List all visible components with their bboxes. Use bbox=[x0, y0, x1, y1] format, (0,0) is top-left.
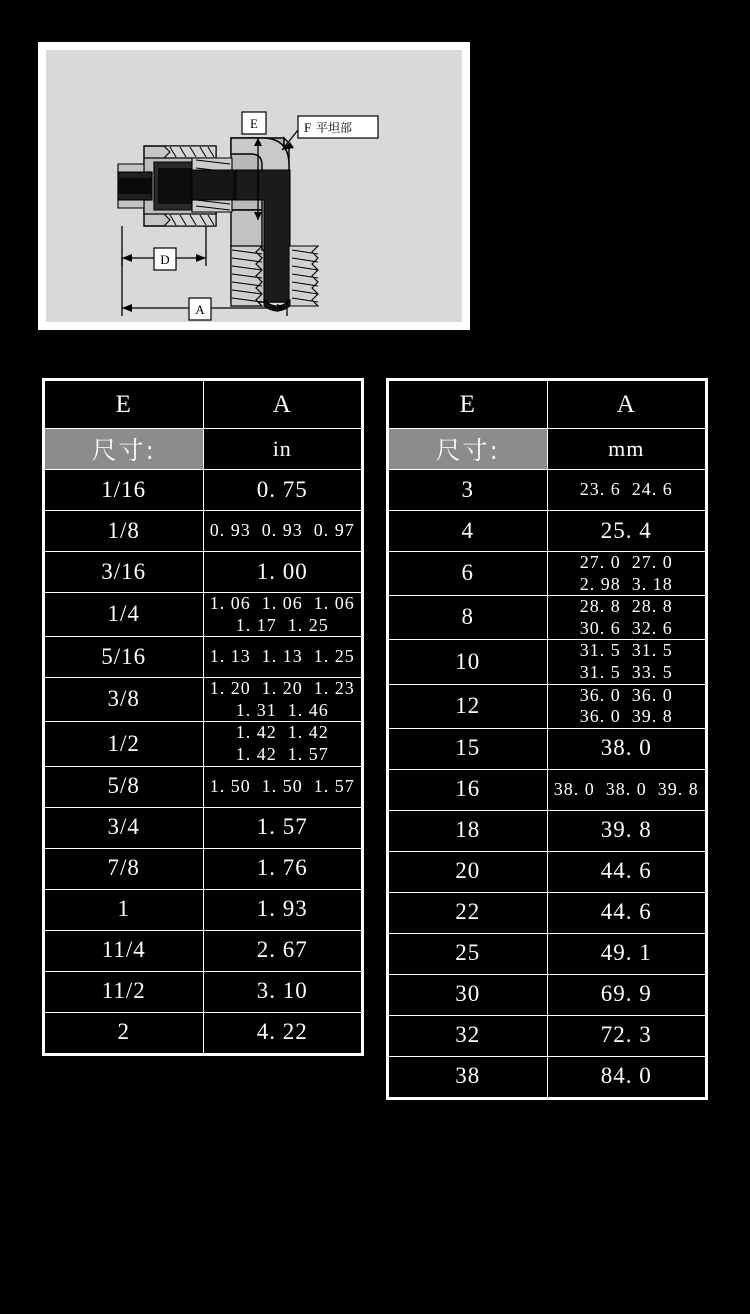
dimension-value: 1. 00 bbox=[256, 558, 308, 584]
dimension-value: 1. 17 1. 25 bbox=[235, 614, 329, 635]
table-row bbox=[389, 470, 706, 511]
dimension-value: 72. 3 bbox=[600, 1022, 652, 1048]
table-row bbox=[389, 1015, 706, 1056]
dimension-value: 1. 57 bbox=[256, 814, 308, 840]
table-row bbox=[389, 596, 706, 640]
cell-size-e: 3/4 bbox=[45, 807, 204, 848]
dimension-value: 1. 76 bbox=[256, 855, 308, 881]
dimension-value: 1. 06 1. 06 1. 06 bbox=[209, 593, 355, 613]
cell-size-e: 5/8 bbox=[45, 766, 204, 807]
unit-label: 尺寸: bbox=[389, 429, 548, 470]
table-row bbox=[45, 637, 362, 678]
table-row bbox=[389, 851, 706, 892]
dimension-value: 69. 9 bbox=[600, 981, 652, 1007]
table-row bbox=[45, 807, 362, 848]
cell-size-e: 3/16 bbox=[45, 552, 204, 593]
dimension-value: 84. 0 bbox=[600, 1063, 652, 1089]
table-row bbox=[389, 640, 706, 684]
table-unit-row bbox=[389, 429, 706, 470]
dimension-value: 2. 67 bbox=[256, 937, 308, 963]
dimension-table-mm bbox=[386, 378, 708, 1100]
dimension-value: 1. 31 1. 46 bbox=[235, 699, 329, 720]
cell-size-e: 1/8 bbox=[45, 511, 204, 552]
cell-size-e: 30 bbox=[389, 974, 548, 1015]
cell-dimension-a bbox=[203, 930, 362, 971]
dimension-value: 1. 50 1. 50 1. 57 bbox=[209, 775, 355, 796]
table-row bbox=[389, 769, 706, 810]
table-row bbox=[45, 593, 362, 637]
table-row bbox=[45, 930, 362, 971]
table-row bbox=[389, 974, 706, 1015]
cell-dimension-a bbox=[203, 678, 362, 722]
cell-size-e: 5/16 bbox=[45, 637, 204, 678]
table-row bbox=[45, 552, 362, 593]
column-header-e: E bbox=[45, 381, 204, 429]
cell-size-e: 6 bbox=[389, 552, 548, 596]
table-row bbox=[45, 511, 362, 552]
table-header-row bbox=[389, 381, 706, 429]
label-f-note: 平坦部 bbox=[316, 121, 353, 135]
dimension-value: 23. 6 24. 6 bbox=[579, 479, 673, 500]
dimension-value: 31. 5 33. 5 bbox=[579, 661, 673, 682]
dimension-value: 36. 0 39. 8 bbox=[579, 706, 673, 727]
cell-dimension-a bbox=[203, 511, 362, 552]
cell-size-e: 25 bbox=[389, 933, 548, 974]
dimension-value: 39. 8 bbox=[600, 817, 652, 843]
dimension-value: 1. 13 1. 13 1. 25 bbox=[209, 646, 355, 667]
dimension-table-inch bbox=[42, 378, 364, 1056]
column-header-a: A bbox=[547, 381, 706, 429]
table-row bbox=[389, 552, 706, 596]
cell-dimension-a bbox=[203, 637, 362, 678]
dimension-value: 4. 22 bbox=[256, 1019, 308, 1045]
cell-dimension-a bbox=[547, 1056, 706, 1097]
label-a: A bbox=[195, 302, 205, 317]
cell-dimension-a bbox=[547, 511, 706, 552]
cell-size-e: 1/2 bbox=[45, 722, 204, 766]
dimension-value: 0. 93 0. 93 0. 97 bbox=[209, 520, 355, 541]
table-row bbox=[45, 470, 362, 511]
unit-value: mm bbox=[547, 429, 706, 470]
cell-dimension-a bbox=[547, 552, 706, 596]
cell-dimension-a bbox=[203, 971, 362, 1012]
cell-dimension-a bbox=[547, 684, 706, 728]
table-row bbox=[45, 1012, 362, 1053]
cell-dimension-a bbox=[547, 933, 706, 974]
table-row bbox=[389, 892, 706, 933]
column-header-e: E bbox=[389, 381, 548, 429]
cell-size-e: 22 bbox=[389, 892, 548, 933]
cell-size-e: 11/4 bbox=[45, 930, 204, 971]
elbow-fitting-drawing bbox=[46, 50, 462, 322]
cell-size-e: 11/2 bbox=[45, 971, 204, 1012]
cell-size-e: 4 bbox=[389, 511, 548, 552]
unit-value: in bbox=[203, 429, 362, 470]
cell-size-e: 1 bbox=[45, 889, 204, 930]
cell-dimension-a bbox=[203, 848, 362, 889]
dimension-value: 27. 0 27. 0 bbox=[579, 552, 673, 572]
dimension-value: 25. 4 bbox=[600, 517, 652, 543]
label-d: D bbox=[160, 252, 170, 267]
table-row bbox=[45, 678, 362, 722]
dimension-value: 1. 20 1. 20 1. 23 bbox=[209, 678, 355, 699]
table-body-mm bbox=[389, 470, 706, 1098]
dimension-value: 44. 6 bbox=[600, 858, 652, 884]
table-row bbox=[45, 889, 362, 930]
cell-dimension-a bbox=[547, 596, 706, 640]
table-row bbox=[45, 971, 362, 1012]
cell-dimension-a bbox=[203, 889, 362, 930]
dimension-value: 28. 8 28. 8 bbox=[579, 596, 673, 617]
cell-size-e: 15 bbox=[389, 728, 548, 769]
cell-dimension-a bbox=[547, 470, 706, 511]
cell-dimension-a bbox=[203, 593, 362, 637]
table-unit-row bbox=[45, 429, 362, 470]
table-body-inch bbox=[45, 470, 362, 1054]
column-header-a: A bbox=[203, 381, 362, 429]
table-row bbox=[389, 933, 706, 974]
diagram-canvas bbox=[46, 50, 462, 322]
cell-size-e: 12 bbox=[389, 684, 548, 728]
unit-label: 尺寸: bbox=[45, 429, 204, 470]
cell-dimension-a bbox=[547, 728, 706, 769]
cell-size-e: 1/16 bbox=[45, 470, 204, 511]
cell-size-e: 18 bbox=[389, 810, 548, 851]
dimension-value: 31. 5 31. 5 bbox=[579, 640, 673, 661]
cell-dimension-a bbox=[547, 892, 706, 933]
table-row bbox=[389, 511, 706, 552]
dimension-value: 38. 0 bbox=[600, 735, 652, 761]
table-row bbox=[389, 728, 706, 769]
cell-size-e: 8 bbox=[389, 596, 548, 640]
cell-dimension-a bbox=[203, 1012, 362, 1053]
dimension-value: 36. 0 36. 0 bbox=[579, 684, 673, 705]
cell-dimension-a bbox=[203, 807, 362, 848]
table-row bbox=[45, 722, 362, 766]
cell-dimension-a bbox=[547, 810, 706, 851]
table-row bbox=[45, 848, 362, 889]
dimension-value: 30. 6 32. 6 bbox=[579, 617, 673, 638]
cell-dimension-a bbox=[203, 552, 362, 593]
table-header-row bbox=[45, 381, 362, 429]
table-row bbox=[389, 684, 706, 728]
dimension-value: 2. 98 3. 18 bbox=[579, 573, 673, 594]
cell-dimension-a bbox=[547, 769, 706, 810]
table-row bbox=[389, 810, 706, 851]
cell-dimension-a bbox=[203, 470, 362, 511]
dimension-value: 1. 42 1. 42 bbox=[235, 722, 329, 743]
table-row bbox=[389, 1056, 706, 1097]
cell-size-e: 7/8 bbox=[45, 848, 204, 889]
dimension-value: 49. 1 bbox=[600, 940, 652, 966]
cell-dimension-a bbox=[547, 974, 706, 1015]
label-f: F bbox=[304, 120, 312, 135]
cell-size-e: 1/4 bbox=[45, 593, 204, 637]
cell-size-e: 2 bbox=[45, 1012, 204, 1053]
table-row bbox=[45, 766, 362, 807]
cell-size-e: 38 bbox=[389, 1056, 548, 1097]
cell-dimension-a bbox=[203, 766, 362, 807]
cell-size-e: 32 bbox=[389, 1015, 548, 1056]
cell-size-e: 3/8 bbox=[45, 678, 204, 722]
cell-dimension-a bbox=[203, 722, 362, 766]
diagram-panel bbox=[38, 42, 470, 330]
dimension-value: 3. 10 bbox=[256, 978, 308, 1004]
cell-size-e: 16 bbox=[389, 769, 548, 810]
dimension-value: 38. 0 38. 0 39. 8 bbox=[553, 778, 699, 799]
cell-size-e: 3 bbox=[389, 470, 548, 511]
label-e: E bbox=[250, 116, 258, 131]
dimension-value: 0. 75 bbox=[256, 476, 308, 502]
cell-size-e: 20 bbox=[389, 851, 548, 892]
dimension-value: 1. 93 bbox=[256, 896, 308, 922]
cell-size-e: 10 bbox=[389, 640, 548, 684]
cell-dimension-a bbox=[547, 851, 706, 892]
dimension-value: 44. 6 bbox=[600, 899, 652, 925]
dimension-value: 1. 42 1. 57 bbox=[235, 743, 329, 764]
cell-dimension-a bbox=[547, 640, 706, 684]
cell-dimension-a bbox=[547, 1015, 706, 1056]
